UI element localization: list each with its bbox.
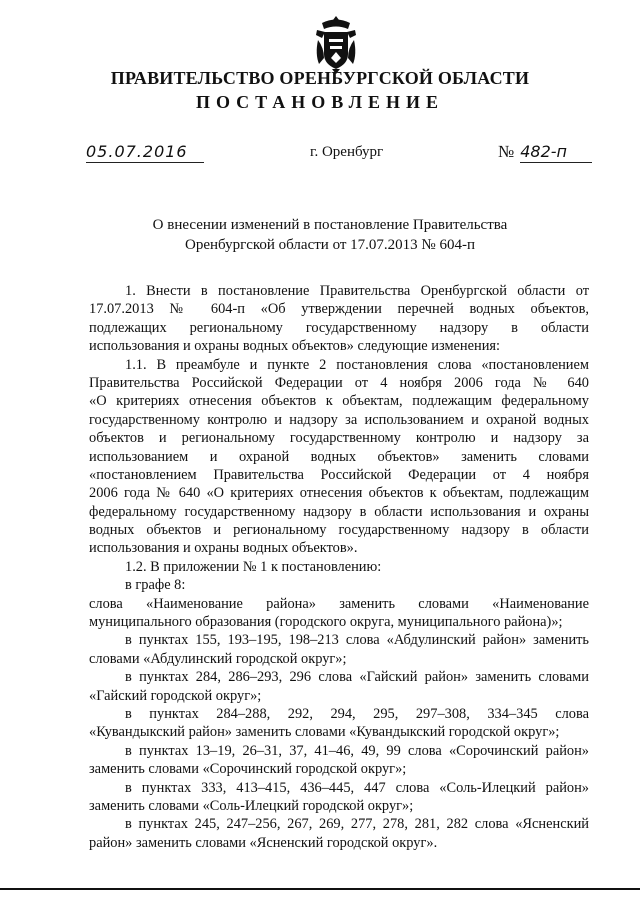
body-line: 17.07.2013 № 604-п «Об утверждении перечней водных объектов,	[89, 301, 589, 318]
body-line: заменить словами «Соль-Илецкий городской округ»;	[89, 797, 414, 814]
document-subject	[0, 215, 640, 255]
subject-line: Оренбургской области от 17.07.2013 № 604-п	[184, 237, 476, 253]
body-line: слова «Наименование района» заменить словами «Наименование	[89, 595, 589, 612]
body-line: в пунктах 284–288, 292, 294, 295, 297–308, 334–345 слова	[125, 705, 589, 722]
body-line: 2006 года № 640 «О критериях отнесения объектов к объектам, подлежащим	[89, 485, 589, 502]
body-line: в графе 8:	[125, 577, 186, 594]
body-line: подлежащих региональному государственному надзору в области	[89, 319, 589, 336]
body-line: Правительства Российской Федерации от 4 ноября 2006 года № 640	[89, 374, 589, 391]
body-line: «Гайский городской округ»;	[89, 687, 262, 704]
body-line: «О критериях отнесения объектов к объектам, подлежащим федеральному	[89, 393, 589, 410]
body-line: использования и охраны водных объектов» следующие изменения:	[89, 338, 501, 355]
body-line: в пунктах 284, 286–293, 296 слова «Гайский район» заменить словами	[125, 669, 589, 686]
number-sign: №	[498, 142, 515, 161]
body-line: федеральному государственному надзору в области использования и охраны	[89, 503, 589, 520]
body-line: район» заменить словами «Ясненский городской округ».	[89, 834, 438, 851]
body-line: словами «Абдулинский городской округ»;	[89, 650, 347, 667]
document-number	[498, 142, 592, 163]
government-title: ПРАВИТЕЛЬСТВО ОРЕНБУРГСКОЙ ОБЛАСТИ	[110, 68, 530, 88]
body-line: объектов и региональному государственному контролю и надзору за	[89, 430, 589, 447]
bottom-rule	[0, 888, 640, 890]
body-line: в пунктах 245, 247–256, 267, 269, 277, 278, 281, 282 слова «Ясненский	[125, 816, 589, 833]
body-line: «Кувандыкский район» заменить словами «Кувандыкский городской округ»;	[89, 724, 560, 741]
body-line: 1.1. В преамбуле и пункте 2 постановления слова «постановлением	[125, 356, 589, 373]
body-line: государственному контролю и надзору за использованием и охраной водных	[89, 411, 589, 428]
document-type-title: ПОСТАНОВЛЕНИЕ	[195, 92, 445, 112]
document-city: г. Оренбург	[310, 144, 384, 160]
body-line: использованием и охраной водных объектов» заменить словами	[89, 448, 589, 465]
subject-line: О внесении изменений в постановление Правительства	[152, 217, 508, 233]
document-date: 05.07.2016	[86, 142, 204, 163]
body-line: заменить словами «Сорочинский городской округ»;	[89, 761, 407, 778]
body-line: муниципального образования (городского округа, муниципального района)»;	[89, 614, 563, 631]
body-line: использования и охраны водных объектов».	[89, 540, 358, 557]
body-line: в пунктах 13–19, 26–31, 37, 41–46, 49, 99 слова «Сорочинский район»	[125, 742, 589, 759]
body-line: в пунктах 333, 413–415, 436–445, 447 слова «Соль-Илецкий район»	[125, 779, 589, 796]
document-body	[89, 282, 589, 852]
number-value: 482-п	[520, 142, 592, 163]
body-line: водных объектов и региональному государственному надзору в области	[89, 522, 589, 539]
body-line: 1. Внести в постановление Правительства Оренбургской области от	[125, 283, 589, 299]
body-line: «постановлением Правительства Российской Федерации от 4 ноября	[89, 466, 589, 483]
body-line: 1.2. В приложении № 1 к постановлению:	[125, 558, 382, 575]
coat-of-arms-icon	[314, 14, 358, 74]
body-line: в пунктах 155, 193–195, 198–213 слова «Абдулинский район» заменить	[125, 632, 589, 649]
